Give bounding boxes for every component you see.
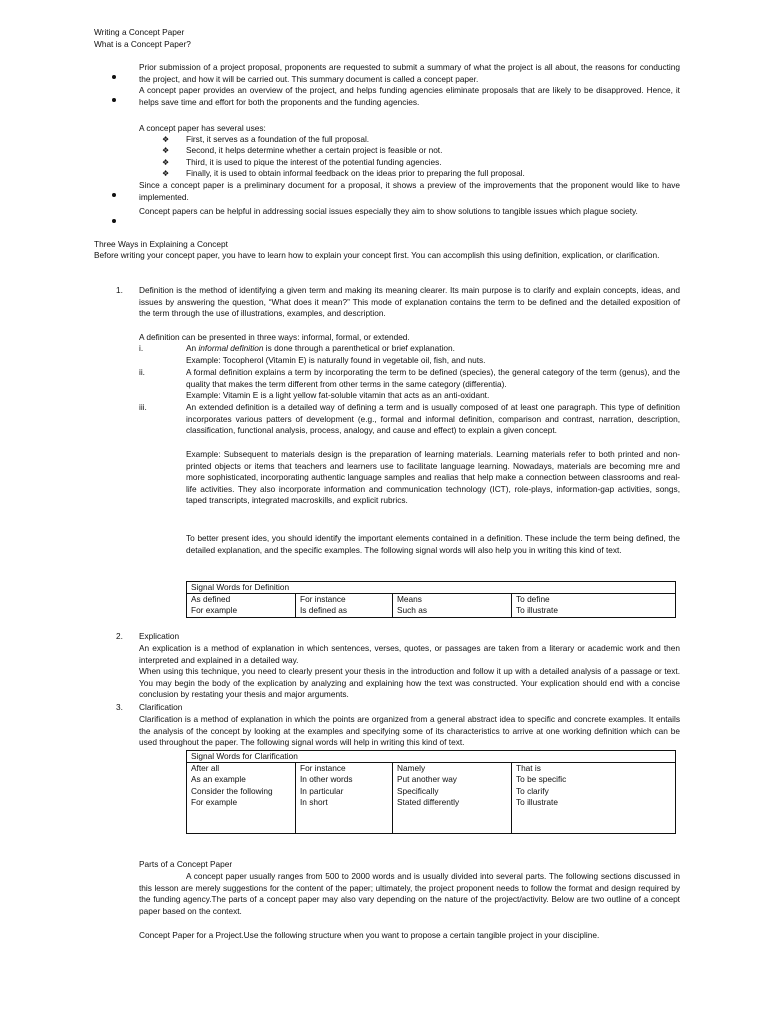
- table-cell: Stated differently: [397, 796, 460, 807]
- document-header: [94, 27, 694, 50]
- better-present-text: To better present ides, you should identify the important elements contained in a definition. These include the term being defined, the detailed explanation, and the specific examples. The following signal words will also help you in writing this kind of text.: [186, 533, 680, 555]
- table-cell: In other words: [300, 774, 353, 785]
- diamond-bullet-icon: ❖: [162, 135, 170, 144]
- bullet-marker: [112, 66, 116, 84]
- use-item-4: Finally, it is used to obtain informal feedback on the ideas prior to preparing the full proposal.: [186, 168, 525, 178]
- informal-example: Example: Tocopherol (Vitamin E) is naturally found in vegetable oil, fish, and nuts.: [186, 355, 486, 365]
- roman-iii: iii.: [139, 402, 147, 412]
- explication-text-1: An explication is a method of explanation in which sentences, verses, quotes, or passages are taken from a literary or academic work and then interpreted and explained in a detailed way.: [139, 643, 680, 665]
- intro-bullet-1: Prior submission of a project proposal, proponents are requested to submit a summary of what the project is all about, the reasons for conducting the project, and how it will be carried out. This summary document is called a concept paper.: [139, 62, 680, 84]
- table-cell: As an example: [191, 774, 246, 785]
- table-cell: Such as: [393, 605, 512, 617]
- clarification-signal-table: [186, 750, 676, 834]
- diamond-bullet-icon: ❖: [162, 158, 170, 167]
- definition-signal-table: [186, 581, 676, 618]
- table-cell: That is: [516, 763, 541, 774]
- roman-ii: ii.: [139, 367, 145, 377]
- table-cell: Means: [393, 594, 512, 606]
- more-bullet-1: Since a concept paper is a preliminary document for a proposal, it shows a preview of the improvements that the proponent would like to have implemented.: [139, 180, 680, 202]
- table-cell: Namely: [397, 763, 426, 774]
- table-cell: To illustrate: [512, 605, 676, 617]
- informal-term: informal definition: [198, 343, 264, 353]
- table-cell: As defined: [187, 594, 296, 606]
- table-cell: In particular: [300, 785, 344, 796]
- table-cell: Specifically: [397, 785, 439, 796]
- table-column-2: [296, 763, 393, 834]
- table-cell: Is defined as: [296, 605, 393, 617]
- three-ways-intro: Before writing your concept paper, you have to learn how to explain your concept first. You can accomplish this using definition, explication, or clarification.: [94, 250, 660, 260]
- table-cell: For instance: [296, 594, 393, 606]
- diamond-bullet-icon: ❖: [162, 169, 170, 178]
- definition-number: 1.: [116, 285, 123, 295]
- roman-i: i.: [139, 343, 144, 353]
- parts-heading: Parts of a Concept Paper: [139, 859, 233, 869]
- informal-post: is done through a parenthetical or brief explanation.: [263, 343, 455, 353]
- table-cell: Consider the following: [191, 785, 273, 796]
- explication-heading: Explication: [139, 631, 180, 641]
- explication-number: 2.: [116, 631, 123, 641]
- clarification-number: 3.: [116, 702, 123, 712]
- definition-ways-heading: A definition can be presented in three ways: informal, formal, or extended.: [139, 332, 410, 342]
- table-cell: For example: [187, 605, 296, 617]
- table-cell: For example: [191, 796, 238, 807]
- table-column-1: [187, 763, 296, 834]
- three-ways-heading: Three Ways in Explaining a Concept: [94, 239, 228, 249]
- use-item-1: First, it serves as a foundation of the full proposal.: [186, 134, 370, 144]
- bullet-marker: [112, 210, 116, 228]
- definition-table-title: Signal Words for Definition: [187, 582, 676, 594]
- bullet-marker: [112, 89, 116, 107]
- formal-definition-text: A formal definition explains a term by incorporating the term to be defined (species), the general category of the term (genus), and the quality that makes the term different from other terms in the same category (differentia).: [186, 367, 680, 389]
- extended-example: Example: Subsequent to materials design is the preparation of learning materials. Learning materials refer to both printed and non-printed objects or items that teachers and learners use to facilitate language learning. Nowadays, materials are becoming mre and more sophisticated, incorporating authentic language samples and realias that help make a connection between classrooms and real-life activities. They also incorporate information and communication technology (ICT), role-plays, information-gap activities, songs, taped transcripts, integrated macroskills, and explicit rubrics.: [186, 449, 680, 506]
- bullet-marker: [112, 184, 116, 202]
- more-bullet-2: Concept papers can be helpful in addressing social issues especially they aim to show solutions to tangible issues which plague society.: [139, 206, 638, 216]
- clarification-text: Clarification is a method of explanation in which the points are organized from a general abstract idea to specific and concrete examples. It entails the analysis of the concept by looking at the examples and specifying some of its characteristics to arrive at one working definition which can be used throughout the paper. The following signal words will help in writing this kind of text.: [139, 714, 680, 748]
- table-cell: After all: [191, 763, 220, 774]
- formal-example: Example: Vitamin E is a light yellow fat-soluble vitamin that acts as an anti-oxidant.: [186, 390, 490, 400]
- informal-definition-text: [186, 343, 680, 355]
- table-cell: To illustrate: [516, 796, 558, 807]
- clarification-heading: Clarification: [139, 702, 183, 712]
- use-item-2: Second, it helps determine whether a certain project is feasible or not.: [186, 145, 443, 155]
- table-column-3: [393, 763, 512, 834]
- definition-text: Definition is the method of identifying a given term and making its meaning clearer. Its main purpose is to clarify and explain concepts, ideas, and issues by answering the question, “What does it mean?” This mode of explanation contains the term to be defined and the detailed exposition of the term through the use of illustrations, examples, and description.: [139, 285, 680, 319]
- extended-definition-text: An extended definition is a detailed way of defining a term and is usually composed of at least one paragraph. This type of definition incorporates various patters of development (e.g., formal and informal definition, comparison and contrast, narration, description, classification, functional analysis, process, analogy, and cause and effect) to explain a given concept.: [186, 402, 680, 436]
- table-cell: In short: [300, 796, 328, 807]
- table-cell: To define: [512, 594, 676, 606]
- uses-heading: A concept paper has several uses:: [139, 123, 266, 133]
- table-cell: To be specific: [516, 774, 567, 785]
- use-item-3: Third, it is used to pique the interest of the potential funding agencies.: [186, 157, 442, 167]
- informal-pre: An: [186, 343, 199, 353]
- intro-bullet-2: A concept paper provides an overview of the project, and helps funding agencies eliminate proposals that are likely to be disapproved. Hence, it helps save time and effort for both the proponents and the funding agencies.: [139, 85, 680, 107]
- explication-text-2: When using this technique, you need to clearly present your thesis in the introduction and follow it up with a detailed analysis of a passage or text. You may begin the body of the explication by analyzing and explaining how the text was constructed. Your explication should end with a concise conclusion by restating your thesis and major arguments.: [139, 666, 680, 700]
- clarification-table-title: Signal Words for Clarification: [187, 751, 676, 763]
- document-subtitle: What is a Concept Paper?: [94, 38, 191, 49]
- table-column-4: [512, 763, 676, 834]
- document-title: Writing a Concept Paper: [94, 27, 185, 37]
- table-cell: For instance: [300, 763, 346, 774]
- table-cell: To clarify: [516, 785, 549, 796]
- table-cell: Put another way: [397, 774, 457, 785]
- parts-text: A concept paper usually ranges from 500 to 2000 words and is usually divided into several parts. The following sections discussed in this lesson are merely suggestions for the content of the paper; ultimately, the project proponent needs to follow the format and design required by the funding agency.The parts of a concept paper may also vary depending on the nature of the project/activity. Below are two outline of a concept paper based on the context.: [139, 871, 680, 916]
- project-structure-text: Concept Paper for a Project.Use the following structure when you want to propose a certain tangible project in your discipline.: [139, 930, 600, 940]
- diamond-bullet-icon: ❖: [162, 146, 170, 155]
